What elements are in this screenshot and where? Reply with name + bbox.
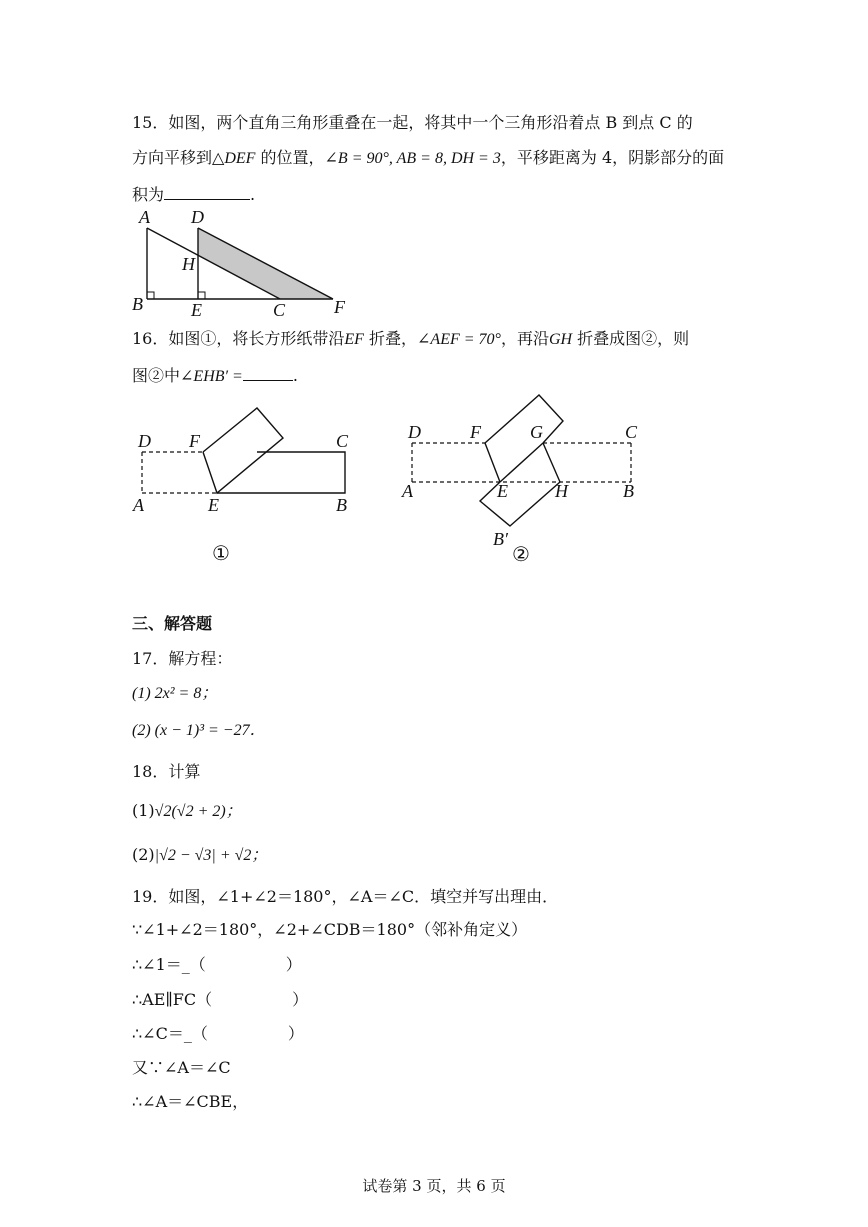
q16-gh: GH — [548, 331, 573, 348]
q19-step6: ∴∠A＝∠CBE， — [132, 1092, 249, 1111]
q15-line2 — [132, 146, 724, 171]
q16-line2 — [132, 362, 298, 389]
page-footer: 试卷第 3 页，共 6 页 — [362, 1177, 506, 1195]
label-d: D — [408, 422, 421, 442]
label-b: B — [623, 481, 634, 501]
caption-2: ② — [512, 544, 530, 566]
label-e: E — [208, 495, 219, 515]
upper-flap — [485, 395, 563, 443]
q16-line1c: 折叠， — [363, 329, 418, 348]
q16-line2c: . — [292, 366, 298, 385]
q15-line2e: ，平移距离为 4，阴影部分的面 — [500, 148, 725, 167]
q17-part1: (1) 2x² = 8； — [132, 685, 218, 702]
q17-title: 17．解方程： — [132, 649, 233, 668]
section-3-title: 三、解答题 — [132, 614, 213, 633]
q16-ef: EF — [344, 331, 364, 348]
q15-answer-blank[interactable] — [164, 181, 250, 200]
q19-step3: ∴AE∥FC（ ） — [132, 990, 309, 1009]
label-f: F — [470, 422, 481, 442]
q15-conditions: ∠B = 90°, AB = 8, DH = 3 — [324, 150, 501, 167]
q16-angle-ehb: ∠EHB′ = — [180, 368, 243, 385]
figure-15 — [128, 206, 358, 318]
q15-triangle-def: △DEF — [212, 150, 256, 167]
q18-part1-expr: √2(√2 + 2)； — [154, 803, 242, 820]
q15-line1: 15．如图，两个直角三角形重叠在一起，将其中一个三角形沿着点 B 到点 C 的 — [132, 113, 693, 132]
label-c: C — [273, 300, 286, 318]
label-b: B — [336, 495, 347, 515]
q19-step5: 又∵∠A＝∠C — [132, 1058, 231, 1077]
label-e: E — [191, 300, 202, 318]
q15-line3b: . — [250, 185, 256, 204]
q16-angle-aef: ∠AEF = 70° — [417, 331, 501, 348]
folded-flap — [203, 408, 283, 493]
label-c: C — [336, 431, 349, 451]
label-b: B — [132, 294, 143, 314]
label-c: C — [625, 422, 638, 442]
q16-answer-blank[interactable] — [243, 362, 293, 381]
label-a: A — [133, 495, 144, 515]
q18-title: 18．计算 — [132, 762, 201, 781]
q19-step1: ∵∠1+∠2＝180°，∠2+∠CDB＝180°（邻补角定义） — [132, 920, 528, 939]
q16-line1 — [132, 327, 689, 352]
crease-gh — [543, 443, 560, 482]
middle-strip-top — [500, 443, 543, 482]
q15-line2a: 方向平移到 — [132, 148, 213, 167]
q18-part1-num: (1) — [132, 801, 155, 820]
q15-line3a: 积为 — [132, 185, 165, 204]
figure-16-1 — [130, 400, 360, 570]
q16-line1a: 16．如图①，将长方形纸带沿 — [132, 329, 345, 348]
q16-line1g: 折叠成图②，则 — [572, 329, 690, 348]
label-f: F — [334, 297, 345, 317]
label-a: A — [139, 207, 150, 227]
q18-part1 — [132, 799, 242, 824]
q17-part2: (2) (x − 1)³ = −27． — [132, 722, 266, 739]
q19-step2: ∴∠1＝_（ ） — [132, 955, 302, 974]
crease-fe — [485, 443, 500, 482]
label-b-prime: B′ — [493, 529, 508, 549]
label-d: D — [191, 207, 204, 227]
q15-line3 — [132, 181, 255, 207]
label-e: E — [497, 481, 508, 501]
q19-step4: ∴∠C＝_（ ） — [132, 1024, 304, 1043]
right-angle-b — [147, 292, 154, 299]
q19-title: 19．如图，∠1+∠2＝180°，∠A＝∠C．填空并写出理由． — [132, 887, 559, 906]
label-f: F — [189, 431, 200, 451]
label-h: H — [555, 481, 568, 501]
lower-flap — [480, 482, 560, 526]
label-d: D — [138, 431, 151, 451]
q15-line2c: 的位置， — [255, 148, 325, 167]
label-a: A — [402, 481, 413, 501]
strip-body — [217, 452, 345, 493]
right-angle-e — [198, 292, 205, 299]
caption-1: ① — [212, 543, 230, 565]
q18-part2 — [132, 843, 267, 868]
q18-part2-num: (2) — [132, 845, 155, 864]
q16-line1e: ，再沿 — [500, 329, 549, 348]
figure-16-2 — [400, 390, 650, 570]
label-h: H — [182, 254, 195, 274]
label-g: G — [530, 422, 543, 442]
q16-line2a: 图②中 — [132, 366, 181, 385]
q18-part2-expr: |√2 − √3| + √2； — [154, 847, 268, 864]
